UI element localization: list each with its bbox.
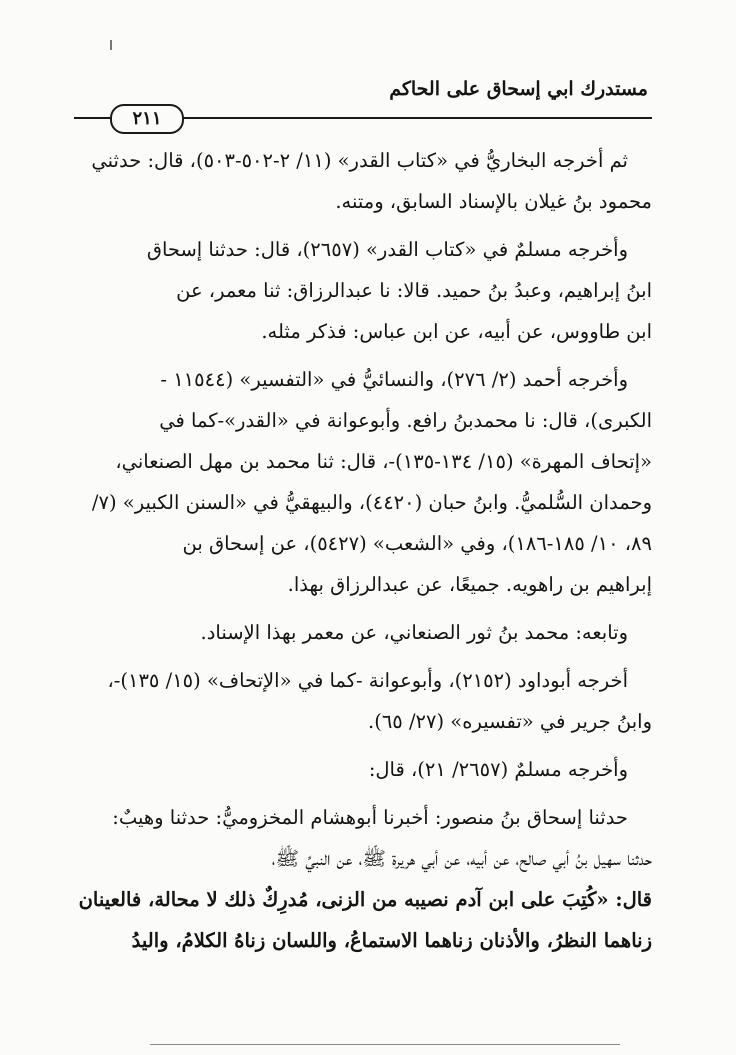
text-line: ثم أخرجه البخاريُّ في «كتاب القدر» (١١/ ٢-٥٠٢-٥٠٣)، قال: حدثني [91,149,628,172]
paragraph-gap [74,790,652,797]
text-line: قال: «كُتِبَ على ابن آدم نصيبه من الزنى، مُدرِكٌ ذلك لا محالة، فالعينان [78,888,652,911]
text-line: حدثنا سهيل بنُ أبي صالح، عن أبيه، عن أبي هريرة ﷺ، عن النبيِّ ﷺ، [271,847,652,870]
paragraph-gap [74,605,652,612]
running-title: مستدرك ابي إسحاق على الحاكم [389,78,648,100]
paragraph-gap [74,653,652,660]
body-text [74,140,652,961]
footer-rule [150,1044,620,1045]
paragraph-gap [74,222,652,229]
text-line: إبراهيم بن راهويه. جميعًا، عن عبدالرزاق بهذا. [287,573,652,596]
page-number: ٢١١ [110,104,184,134]
paragraph-gap [74,352,652,359]
text-line: ابنُ إبراهيم، وعبدُ بنُ حميد. قالا: نا عبدالرزاق: ثنا معمر، عن [176,279,652,302]
scan-mark [110,40,112,50]
text-line: الكبرى)، قال: نا محمدبنُ رافع. وأبوعوانة في «القدر»-كما في [159,409,652,432]
paragraph-gap [74,742,652,749]
text-line: حدثنا إسحاق بنُ منصور: أخبرنا أبوهشام المخزوميُّ: حدثنا وهيبٌ: [112,806,628,829]
text-line: محمود بنُ غيلان بالإسناد السابق، ومتنه. [335,190,652,213]
text-line: وابنُ جرير في «تفسيره» (٢٧/ ٦٥). [368,710,652,733]
text-line: ٨٩، ١٠/ ١٨٥-١٨٦)، وفي «الشعب» (٥٤٢٧)، عن إسحاق بن [182,532,652,555]
text-line: «إتحاف المهرة» (١٥/ ١٣٤-١٣٥)-، قال: ثنا محمد بن مهل الصنعاني، [115,450,652,473]
text-line: أخرجه أبوداود (٢١٥٢)، وأبوعوانة -كما في «الإتحاف» (١٥/ ١٣٥)-، [107,669,628,692]
text-line: زناهما النظرُ، والأذنان زناهما الاستماعُ، واللسان زناهُ الكلامُ، واليدُ [131,929,652,952]
text-line: وأخرجه أحمد (٢/ ٢٧٦)، والنسائيُّ في «التفسير» (١١٥٤٤ - [160,368,628,391]
text-line: ابن طاووس، عن أبيه، عن ابن عباس: فذكر مثله. [261,320,652,343]
text-line: وأخرجه مسلمٌ في «كتاب القدر» (٢٦٥٧)، قال: حدثنا إسحاق [146,238,628,261]
text-line: وحمدان السُّلميُّ. وابنُ حبان (٤٤٢٠)، والبيهقيُّ في «السنن الكبير» (٧/ [91,491,652,514]
text-line: وتابعه: محمد بنُ ثور الصنعاني، عن معمر بهذا الإسناد. [200,621,628,644]
text-line: وأخرجه مسلمٌ (٢٦٥٧/ ٢١)، قال: [368,758,628,781]
